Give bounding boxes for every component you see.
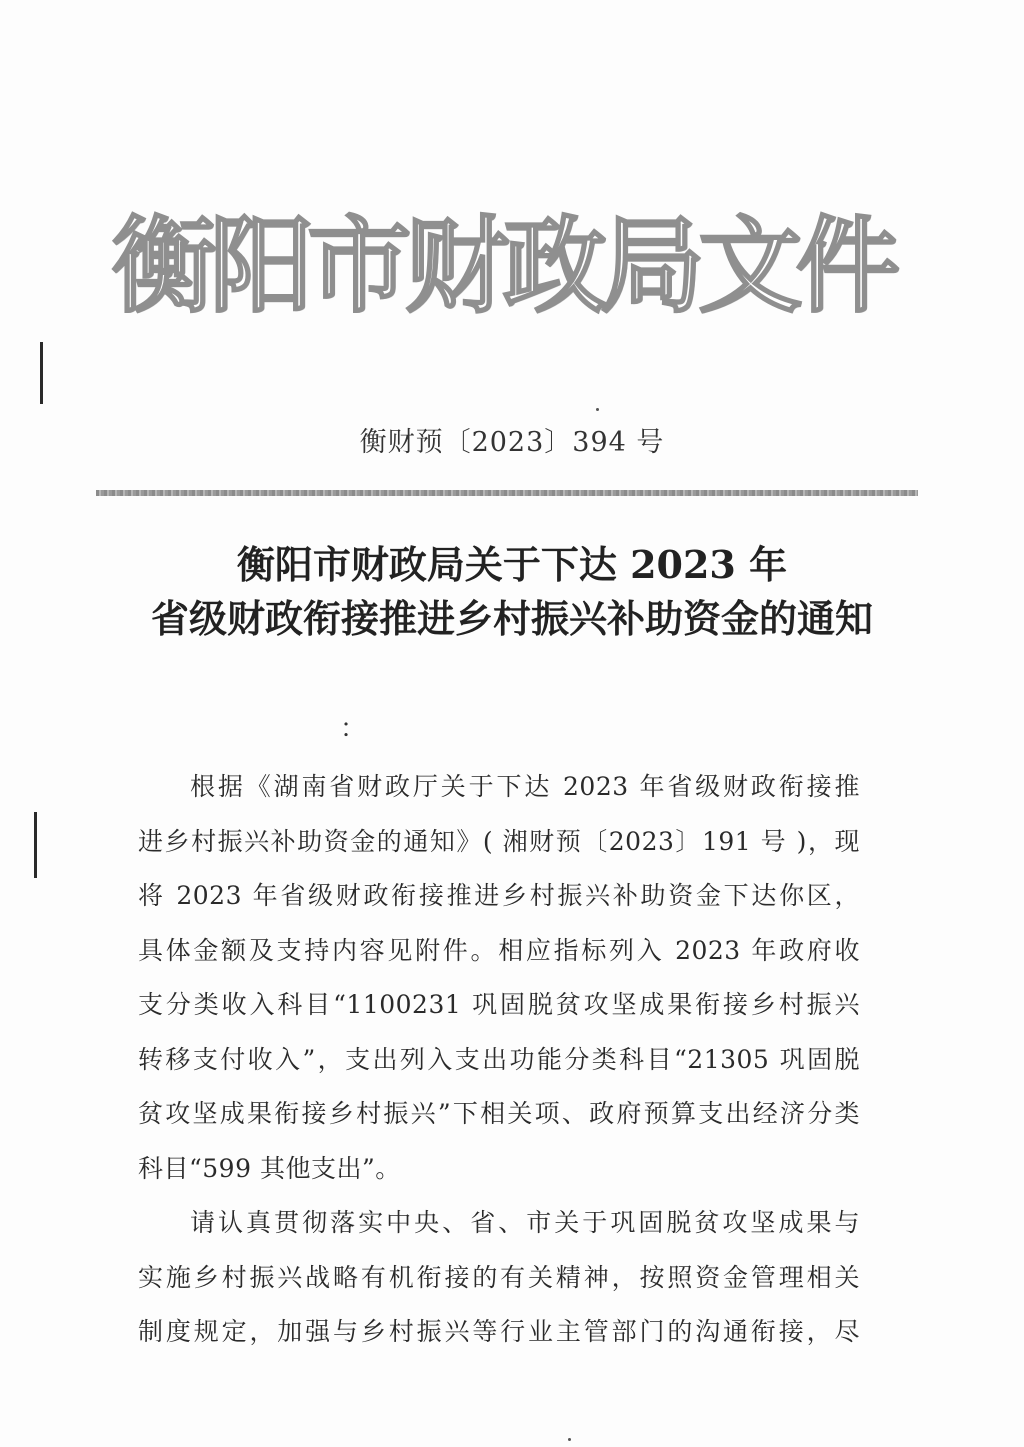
body-line: 请认真贯彻落实中央、省、市关于巩固脱贫攻坚成果与	[190, 1208, 860, 1237]
masthead-char: 财	[405, 204, 510, 327]
body-line: 转移支付收入”，支出列入支出功能分类科目“21305 巩固脱	[138, 1044, 860, 1074]
masthead-char: 局	[600, 204, 705, 327]
masthead-char: 市	[307, 204, 412, 327]
body-line: 进乡村振兴补助资金的通知》( 湘财预〔2023〕191 号 )，现	[138, 826, 860, 856]
body-line: 科目“599 其他支出”。	[138, 1153, 401, 1183]
header-separator-rule	[96, 490, 918, 496]
document-number: 衡财预〔2023〕394 号	[359, 427, 665, 458]
binding-margin-mark	[40, 342, 43, 404]
scan-speck	[596, 408, 599, 411]
binding-margin-mark	[34, 812, 37, 878]
masthead-char: 文	[698, 204, 803, 327]
body-line: 根据《湖南省财政厅关于下达 2023 年省级财政衔接推	[190, 772, 860, 801]
body-line: 将 2023 年省级财政衔接推进乡村振兴补助资金下达你区，	[138, 881, 860, 910]
document-body	[138, 760, 860, 1360]
masthead-title	[112, 196, 900, 336]
scan-speck	[568, 1438, 571, 1441]
body-line: 具体金额及支持内容见附件。相应指标列入 2023 年政府收	[138, 935, 860, 965]
body-line: 制度规定，加强与乡村振兴等行业主管部门的沟通衔接，尽	[138, 1317, 860, 1346]
body-line: 实施乡村振兴战略有机衔接的有关精神，按照资金管理相关	[138, 1262, 860, 1292]
masthead-char: 阳	[209, 204, 314, 327]
masthead-char: 政	[502, 204, 607, 327]
masthead-char: 件	[795, 204, 900, 327]
masthead-char: 衡	[112, 204, 217, 327]
document-title	[0, 538, 1024, 646]
body-line: 支分类收入科目“1100231 巩固脱贫攻坚成果衔接乡村振兴	[138, 990, 860, 1019]
title-line-2: 省级财政衔接推进乡村振兴补助资金的通知	[150, 596, 873, 641]
salutation: ：	[340, 714, 367, 744]
title-line-1: 衡阳市财政局关于下达 2023 年	[236, 542, 788, 587]
body-line: 贫攻坚成果衔接乡村振兴”下相关项、政府预算支出经济分类	[138, 1099, 860, 1128]
